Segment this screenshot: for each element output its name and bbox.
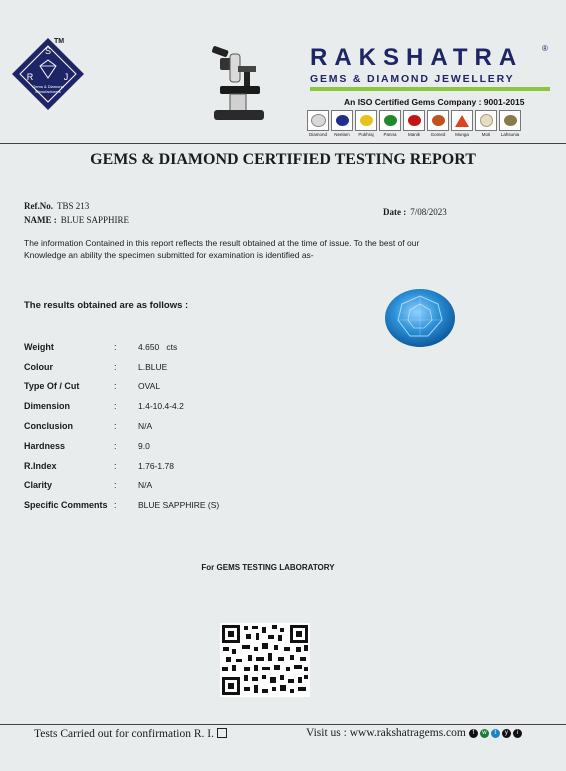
gem-item-gomed (427, 110, 449, 137)
munga-gem-icon (455, 115, 469, 127)
qr-code-icon[interactable] (220, 623, 310, 697)
whatsapp-icon[interactable]: w (480, 729, 489, 738)
gem-item-munga (451, 110, 473, 137)
panna-gem-icon (384, 115, 397, 126)
properties-table (24, 337, 219, 515)
property-separator: : (114, 401, 117, 412)
property-row-specific-comments (24, 495, 219, 515)
lahsunia-gem-icon (504, 115, 517, 126)
lab-signature: For GEMS TESTING LABORATORY (201, 563, 335, 572)
property-separator: : (114, 460, 117, 471)
logo-trademark: TM (54, 38, 65, 45)
logo-letter-j: J (63, 72, 69, 82)
property-value: N/A (138, 421, 153, 432)
accent-bar (310, 87, 550, 91)
property-label: Colour (24, 361, 53, 372)
property-value: BLUE SAPPHIRE (S) (138, 500, 220, 511)
gem-label: Diamond (308, 132, 327, 137)
logo-caption-line1: Gems & Diamond (32, 84, 64, 89)
footer-website (306, 727, 522, 739)
iso-statement: An ISO Certified Gems Company : 9001-2015 (344, 97, 525, 107)
brand-tagline: GEMS & DIAMOND JEWELLERY (310, 73, 515, 85)
property-label: Weight (24, 341, 54, 352)
intro-paragraph (24, 237, 544, 261)
property-separator: : (114, 480, 117, 491)
social-icons (469, 729, 522, 738)
property-label: Dimension (24, 401, 71, 412)
intro-line-2: Knowledge an ability the specimen submitted for examination is identified as- (24, 250, 314, 260)
property-label: Clarity (24, 480, 53, 491)
header-divider (0, 143, 566, 144)
twitter-icon[interactable]: t (491, 729, 500, 738)
property-row-type-cut (24, 377, 219, 397)
gem-label: Gomed (430, 132, 446, 137)
property-value: 9.0 (138, 440, 150, 451)
gem-label: Moti (481, 132, 491, 137)
property-row-clarity (24, 476, 219, 496)
property-value: 4.650 cts (138, 341, 178, 352)
gem-label: Panna (383, 132, 397, 137)
property-separator: : (114, 440, 117, 451)
gem-label: Neelam (334, 132, 350, 137)
report-title: GEMS & DIAMOND CERTIFIED TESTING REPORT (90, 151, 476, 168)
property-separator: : (114, 500, 117, 511)
srj-logo-icon (10, 36, 86, 112)
gem-item-manik (403, 110, 425, 137)
property-label: Conclusion (24, 421, 73, 432)
gem-label: Munga (455, 132, 469, 137)
gem-item-panna (379, 110, 401, 137)
property-value: 1.76-1.78 (138, 460, 174, 471)
brand-name: RAKSHATRA (310, 44, 524, 71)
gem-item-diamond (307, 110, 329, 137)
blue-sapphire-stone-image (382, 286, 458, 350)
property-row-dimension (24, 396, 219, 416)
logo-caption-line2: Manufacturers (35, 89, 61, 94)
ref-label: Ref.No. (24, 201, 53, 211)
footer-confirmation (34, 728, 227, 740)
confirmation-checkbox-icon (217, 728, 227, 738)
youtube-icon[interactable]: y (502, 729, 511, 738)
property-label: Specific Comments (24, 500, 108, 511)
date-value: 7/08/2023 (410, 207, 447, 217)
moti-gem-icon (480, 114, 493, 127)
gomed-gem-icon (432, 115, 445, 126)
gem-label: Pukhraj (358, 132, 374, 137)
property-row-colour (24, 357, 219, 377)
footer-divider (0, 724, 566, 725)
property-row-rindex (24, 456, 219, 476)
gem-item-neelam (331, 110, 353, 137)
property-row-conclusion (24, 416, 219, 436)
logo-letter-r: R (26, 72, 34, 82)
property-row-weight (24, 337, 219, 357)
property-label: Type Of / Cut (24, 381, 80, 392)
pukhraj-gem-icon (360, 115, 373, 126)
property-row-hardness (24, 436, 219, 456)
gem-item-moti (475, 110, 497, 137)
neelam-gem-icon (336, 115, 349, 126)
property-value: 1.4-10.4-4.2 (138, 401, 184, 412)
gem-label: Lahsunia (500, 132, 520, 137)
intro-line-1: The information Contained in this report reflects the result obtained at the time of issue. To the best of our (24, 238, 420, 248)
gem-item-pukhraj (355, 110, 377, 137)
instagram-icon[interactable]: i (513, 729, 522, 738)
logo-letter-s: S (44, 46, 52, 56)
property-label: R.Index (24, 460, 57, 471)
manik-gem-icon (408, 115, 421, 126)
property-separator: : (114, 421, 117, 432)
name-value: BLUE SAPPHIRE (60, 215, 130, 225)
property-separator: : (114, 341, 117, 352)
facebook-icon[interactable]: f (469, 729, 478, 738)
property-label: Hardness (24, 440, 66, 451)
name-line (24, 210, 129, 228)
gemstone-row (307, 110, 521, 137)
gem-item-lahsunia (499, 110, 521, 137)
date-label: Date : (383, 207, 407, 217)
microscope-icon (206, 44, 268, 124)
property-separator: : (114, 361, 117, 372)
footer-confirmation-text: Tests Carried out for confirmation R. I. (34, 728, 214, 740)
website-text[interactable]: Visit us : www.rakshatragems.com (306, 727, 466, 739)
property-separator: : (114, 381, 117, 392)
property-value: N/A (138, 480, 153, 491)
gem-label: Manik (407, 132, 420, 137)
registered-mark: ® (542, 44, 548, 53)
results-heading: The results obtained are as follows : (24, 300, 189, 311)
diamond-gem-icon (311, 114, 326, 127)
name-label: NAME : (24, 215, 57, 225)
property-value: OVAL (138, 381, 161, 392)
date-line (383, 202, 447, 220)
ref-value: TBS 213 (57, 201, 90, 211)
property-value: L.BLUE (138, 361, 168, 372)
